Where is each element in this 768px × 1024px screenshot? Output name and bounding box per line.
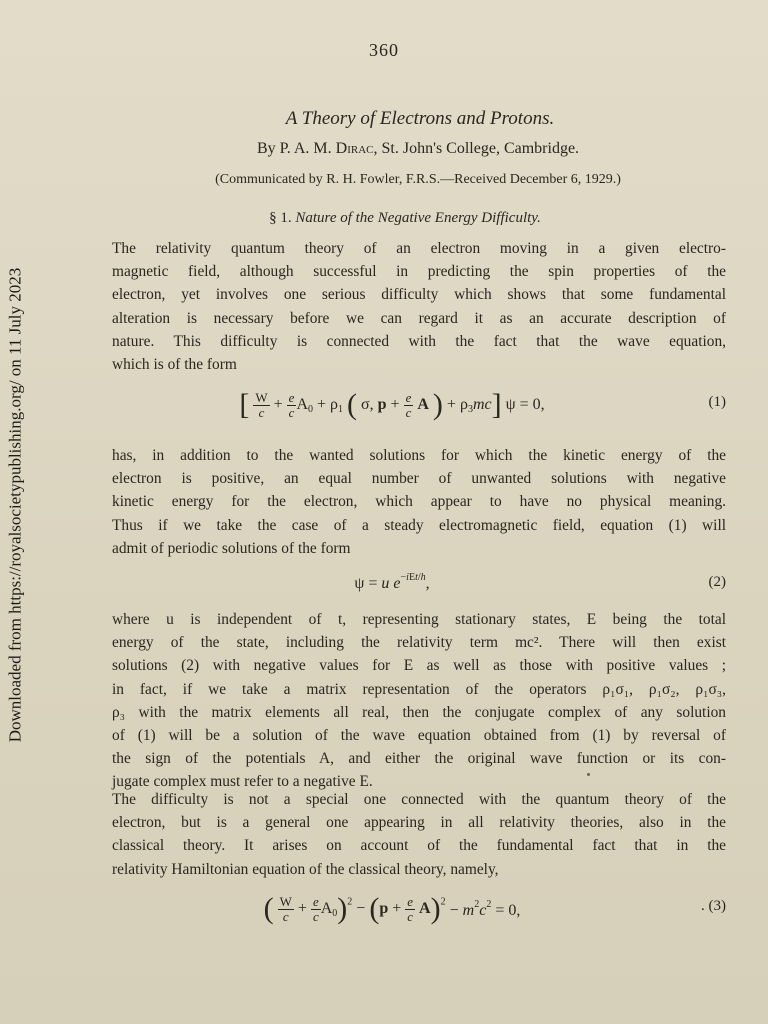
byline-prefix: By P. A. M. [256,140,336,157]
author-name: Dirac [335,140,374,157]
equation-1-body: [ $\frac{W}{c}$ + $\frac{e}{c}$ $A_0 + \rho_1$ ( σ, p + $\frac{e}{c}$ A ) + $\rho_3mc$] ψ = 0, [239,388,545,421]
text-line: magnetic field, although successful in predicting the spin properties of the [112,263,726,281]
paragraph-3 [112,608,726,794]
download-watermark [2,250,28,760]
equation-2-body: ψ = u $e^{-iEt/h}$, [354,572,430,592]
text-line: where u is independent of t, representing stationary states, E being the total [112,611,726,628]
text-line: Thus if we take the case of a steady electromagnetic field, equation (1) will [112,516,726,534]
ink-speck [587,773,590,776]
communicated-note: (Communicated by R. H. Fowler, F.R.S.—Received December 6, 1929.) [215,172,621,187]
text-line: electron is positive, an equal number of unwanted solutions with negative [112,470,726,488]
equation-2-number: (2) [708,574,726,590]
equation-3 [112,892,726,932]
text-line: kinetic energy for the electron, which appear to have no physical meaning. [112,493,726,511]
equation-2 [112,570,726,598]
page-number: 360 [369,40,399,60]
text-line: has, in addition to the wanted solutions for which the kinetic energy of the [112,447,726,464]
equation-3-body: ( $\frac{W}{c}$ + $\frac{e}{c}$ $A_0)^2 - (p$ + $\frac{e}{c}$ $A)^2 - m^2c^2 = 0$, [263,892,521,925]
equation-3-number: . (3) [701,898,726,914]
paragraph-1 [112,237,726,376]
download-watermark-text: Downloaded from https://royalsocietypublishing.org/ on 11 July 2023 [5,267,24,743]
text-line: relativity Hamiltonian equation of the classical theory, namely, [112,860,499,878]
text-line: The difficulty is not a special one connected with the quantum theory of the [112,791,726,808]
text-line: admit of periodic solutions of the form [112,539,351,557]
section-number: § 1. [269,210,292,226]
text-line: jugate complex must refer to a negative E. [112,773,373,791]
text-line: electron, yet involves one serious difficulty which shows that some fundamental [112,286,726,304]
text-line: solutions (2) with negative values for E as well as those with positive values ; [112,657,726,675]
paragraph-4 [112,788,726,881]
equation-1-number: (1) [708,394,726,410]
equation-1 [112,388,726,428]
text-line: which is of the form [112,356,237,374]
article-title: A Theory of Electrons and Protons. [285,108,555,129]
text-line: electron, but is a general one appearing in all relativity theories, also in the [112,814,726,832]
text-line: the sign of the potentials A, and either the original wave function or its con- [112,750,726,768]
text-line: classical theory. It arises on account of the fundamental fact that in the [112,837,726,855]
text-line: in fact, if we take a matrix representation of the operators ρ₁σ₁, ρ₁σ₂, ρ₁σ₃, [112,680,726,698]
section-title: Nature of the Negative Energy Difficulty. [295,210,541,226]
byline-affiliation: , St. John's College, Cambridge. [373,140,580,157]
text-line: The relativity quantum theory of an electron moving in a given electro- [112,240,726,257]
text-line: alteration is necessary before we can regard it as an accurate description of [112,309,726,327]
paragraph-2 [112,444,726,560]
text-line: nature. This difficulty is connected with the fact that the wave equation, [112,332,726,350]
author-byline [0,140,768,158]
section-heading [0,210,768,227]
text-line: ρ₃ with the matrix elements all real, then the conjugate complex of any solution [112,703,726,721]
text-line: of (1) will be a solution of the wave equation obtained from (1) by reversal of [112,727,726,745]
text-line: energy of the state, including the relativity term mc². There will then exist [112,634,726,652]
